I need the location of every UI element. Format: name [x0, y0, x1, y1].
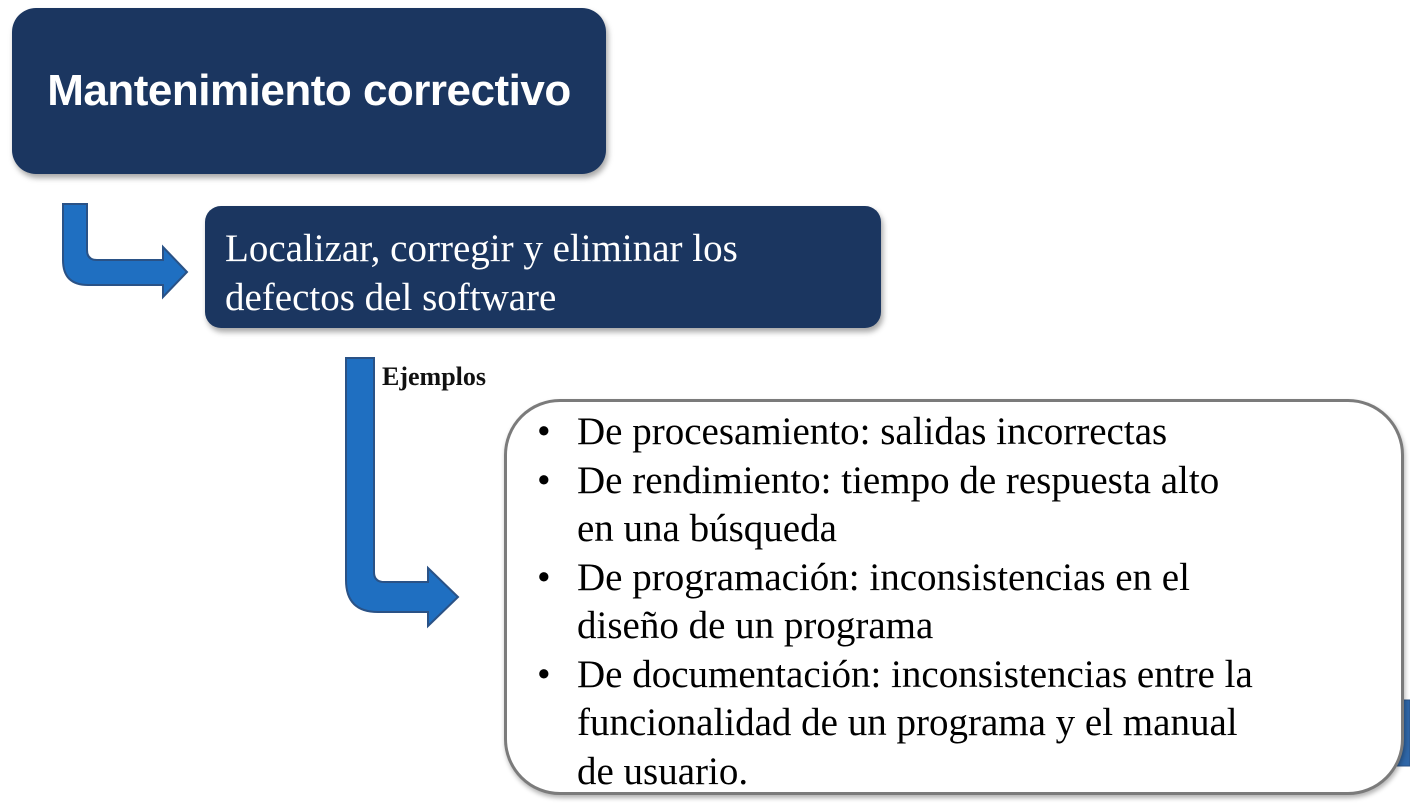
example-item-processing: [535, 408, 1381, 457]
example-line: diseño de un programa: [577, 604, 934, 647]
bullet-icon: •: [537, 555, 551, 599]
example-line: de usuario.: [577, 749, 749, 793]
definition-line-2: defectos del software: [225, 276, 557, 319]
example-line: De rendimiento: tiempo de respuesta alto: [577, 458, 1220, 502]
bullet-icon: •: [537, 458, 551, 502]
definition-line-1: Localizar, corregir y eliminar los: [225, 227, 738, 270]
example-item-documentation: [535, 651, 1381, 797]
examples-label: Ejemplos: [382, 362, 486, 391]
bullet-icon: •: [537, 652, 551, 696]
examples-list: [535, 408, 1381, 796]
example-line: funcionalidad de un programa y el manual: [577, 701, 1238, 744]
examples-box: [504, 399, 1404, 795]
example-item-programming: [535, 554, 1381, 651]
bullet-icon: •: [537, 410, 551, 453]
example-line: De documentación: inconsistencias entre la: [577, 652, 1253, 696]
example-item-performance: [535, 457, 1381, 554]
arrow-title-to-definition: [63, 204, 187, 297]
example-line: De procesamiento: salidas incorrectas: [577, 410, 1168, 453]
example-line: en una búsqueda: [577, 507, 837, 550]
title-text: Mantenimiento correctivo: [47, 66, 571, 115]
example-line: De programación: inconsistencias en el: [577, 555, 1190, 599]
arrow-definition-to-examples: [346, 358, 458, 626]
definition-box: [205, 206, 881, 328]
title-box: [12, 8, 606, 174]
